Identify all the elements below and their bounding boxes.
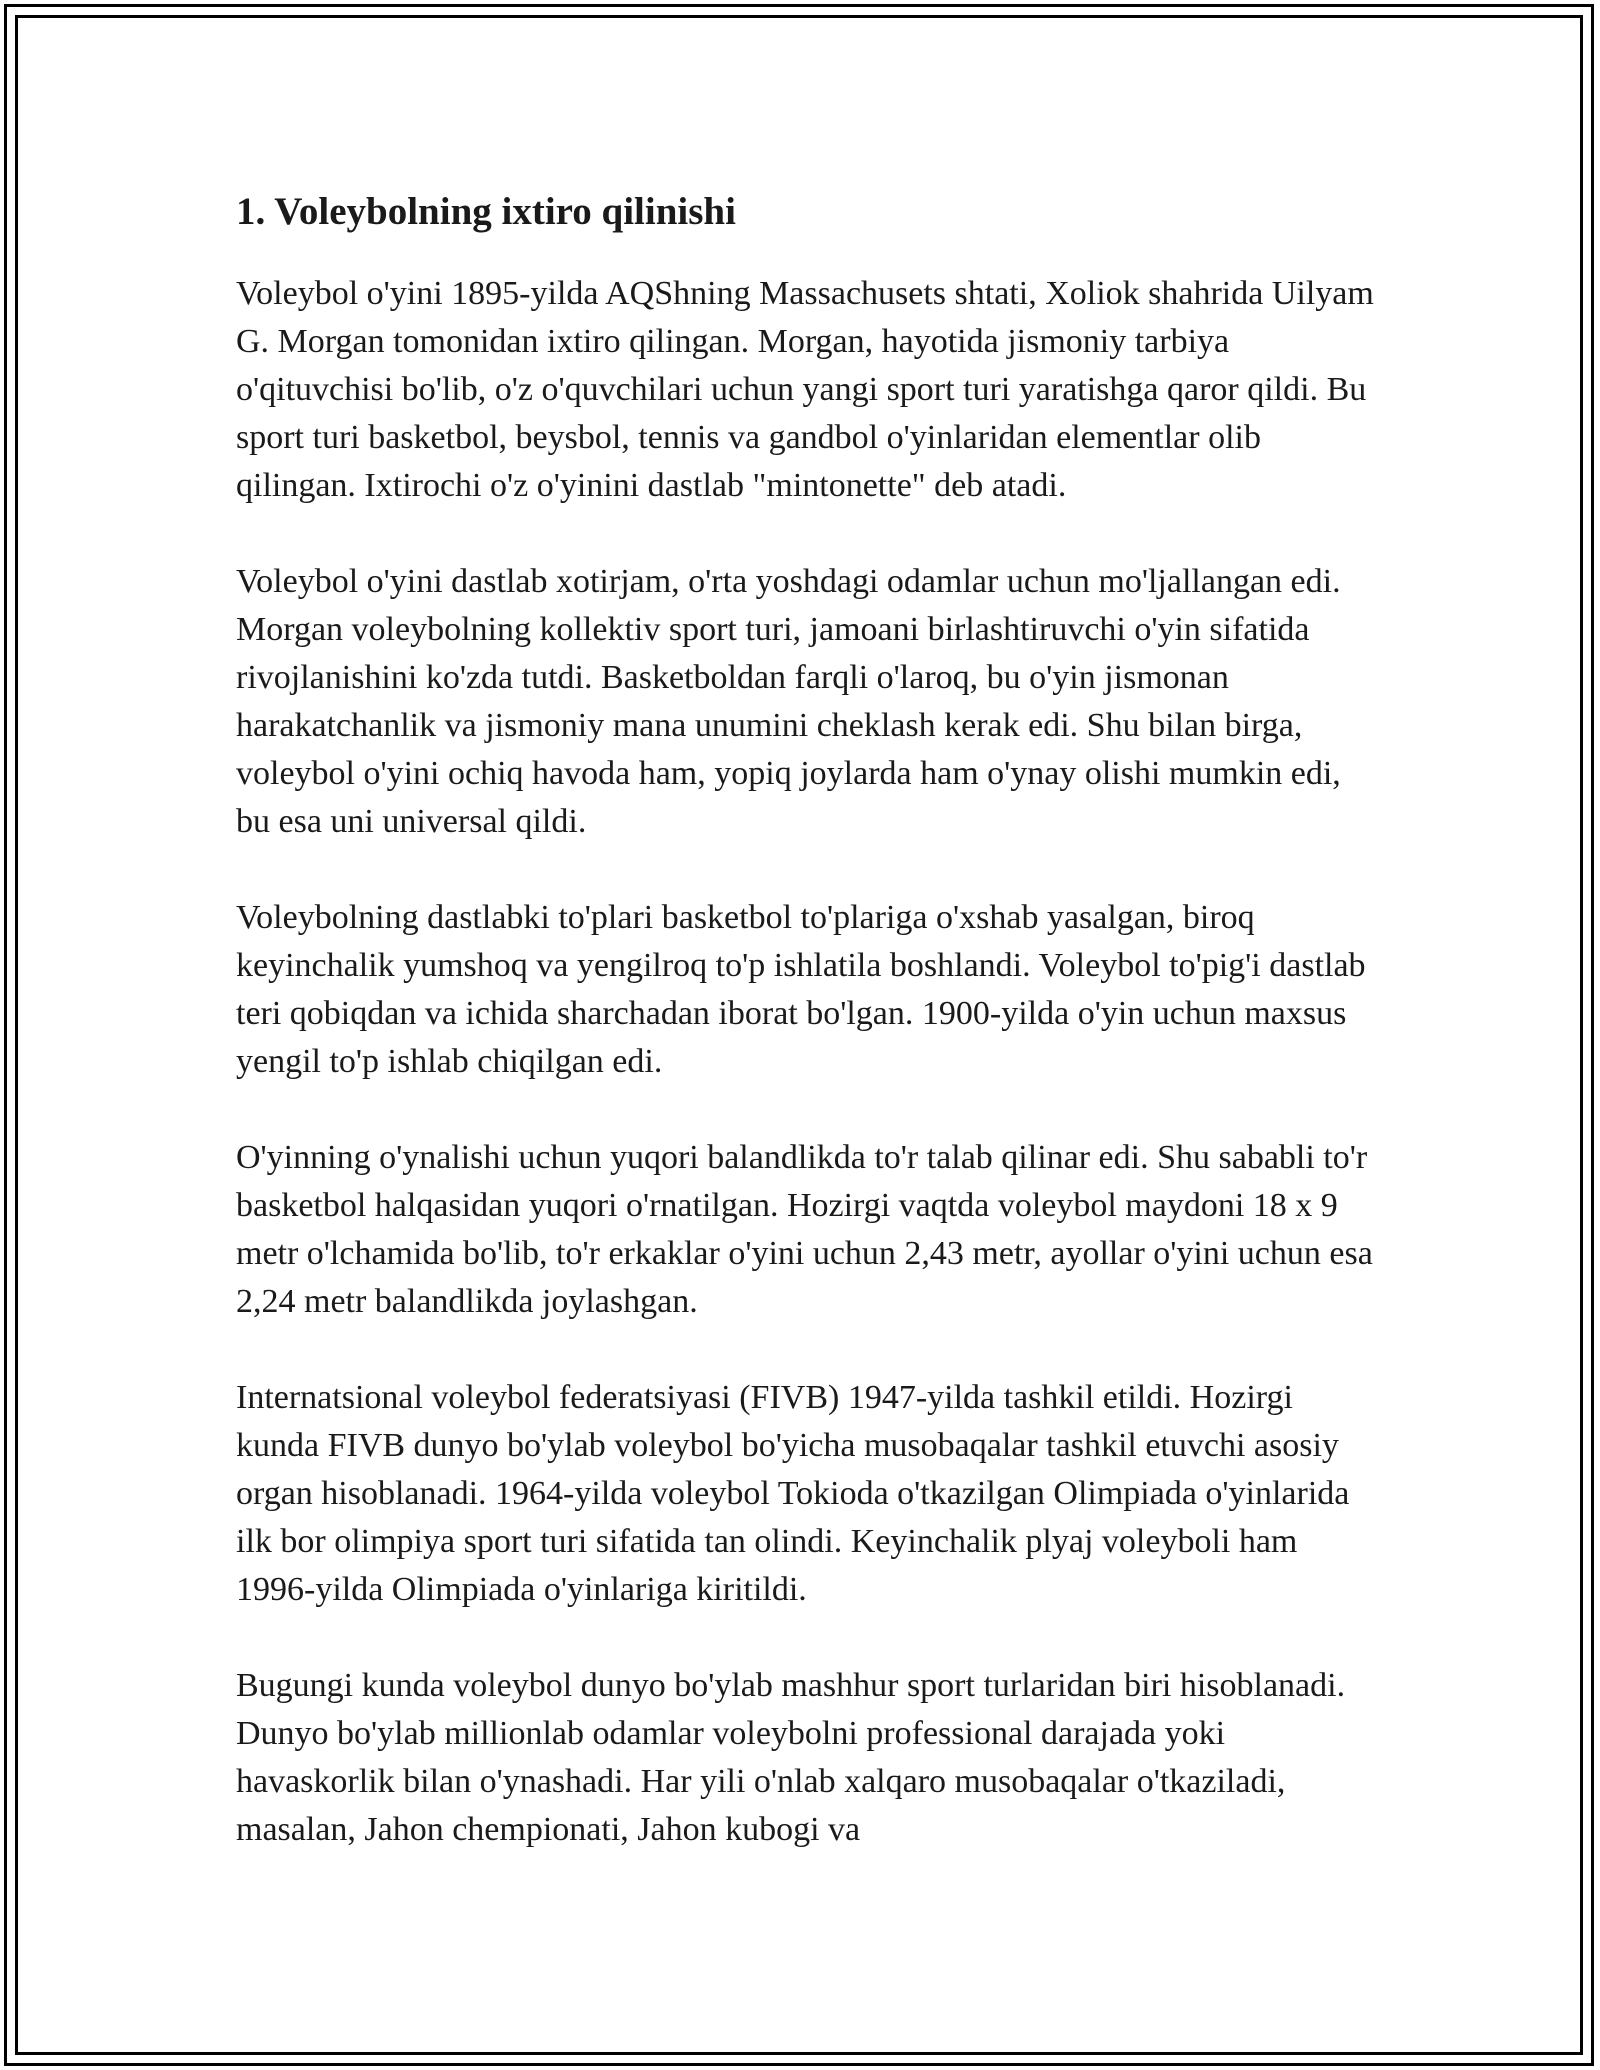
paragraph-purpose: Voleybol o'yini dastlab xotirjam, o'rta yoshdagi odamlar uchun mo'ljallangan edi. Morgan voleybolning kollektiv sport turi, jamoani birlashtiruvchi o'yin sifatida rivojlanishini ko'zda tutdi. Basketboldan farqli o'laroq, bu o'yin jismonan harakatchanlik va jismoniy mana unumini cheklash kerak edi. Shu bilan birga, voleybol o'yini ochiq havoda ham, yopiq joylarda ham o'ynay olishi mumkin edi, bu esa uni universal qildi. bbox=[236, 563, 1341, 840]
section-heading: 1. Voleybolning ixtiro qilinishi bbox=[236, 190, 736, 233]
paragraph-fivb: Internatsional voleybol federatsiyasi (FIVB) 1947-yilda tashkil etildi. Hozirgi kunda FIVB dunyo bo'ylab voleybol bo'yicha musobaqalar tashkil etuvchi asosiy organ hisoblanadi. 1964-yilda voleybol Tokioda o'tkazilgan Olimpiada o'yinlarida ilk bor olimpiya sport turi sifatida tan olindi. Keyinchalik plyaj voleyboli ham 1996-yilda Olimpiada o'yinlariga kiritildi. bbox=[236, 1379, 1350, 1608]
paragraph-balls: Voleybolning dastlabki to'plari basketbol to'plariga o'xshab yasalgan, biroq keyinchalik yumshoq va yengilroq to'p ishlatila boshlandi. Voleybol to'pig'i dastlab teri qobiqdan va ichida sharchadan iborat bo'lgan. 1900-yilda o'yin uchun maxsus yengil to'p ishlab chiqilgan edi. bbox=[236, 899, 1366, 1080]
paragraph-today: Bugungi kunda voleybol dunyo bo'ylab mashhur sport turlaridan biri hisoblanadi. Dunyo bo'ylab millionlab odamlar voleybolni professional darajada yoki havaskorlik bilan o'ynashadi. Har yili o'nlab xalqaro musobaqalar o'tkaziladi, masalan, Jahon chempionati, Jahon kubogi va bbox=[236, 1667, 1346, 1848]
paragraph-net: O'yinning o'ynalishi uchun yuqori balandlikda to'r talab qilinar edi. Shu sababli to'r basketbol halqasidan yuqori o'rnatilgan. Hozirgi vaqtda voleybol maydoni 18 x 9 metr o'lchamida bo'lib, to'r erkaklar o'yini uchun 2,43 metr, ayollar o'yini uchun esa 2,24 metr balandlikda joylashgan. bbox=[236, 1139, 1373, 1320]
document-body bbox=[236, 186, 1376, 1902]
paragraph-invention: Voleybol o'yini 1895-yilda AQShning Massachusets shtati, Xoliok shahrida Uilyam G. Morgan tomonidan ixtiro qilingan. Morgan, hayotida jismoniy tarbiya o'qituvchisi bo'lib, o'z o'quvchilari uchun yangi sport turi yaratishga qaror qildi. Bu sport turi basketbol, beysbol, tennis va gandbol o'yinlaridan elementlar olib qilingan. Ixtirochi o'z o'yinini dastlab "mintonette" deb atadi. bbox=[236, 275, 1374, 504]
